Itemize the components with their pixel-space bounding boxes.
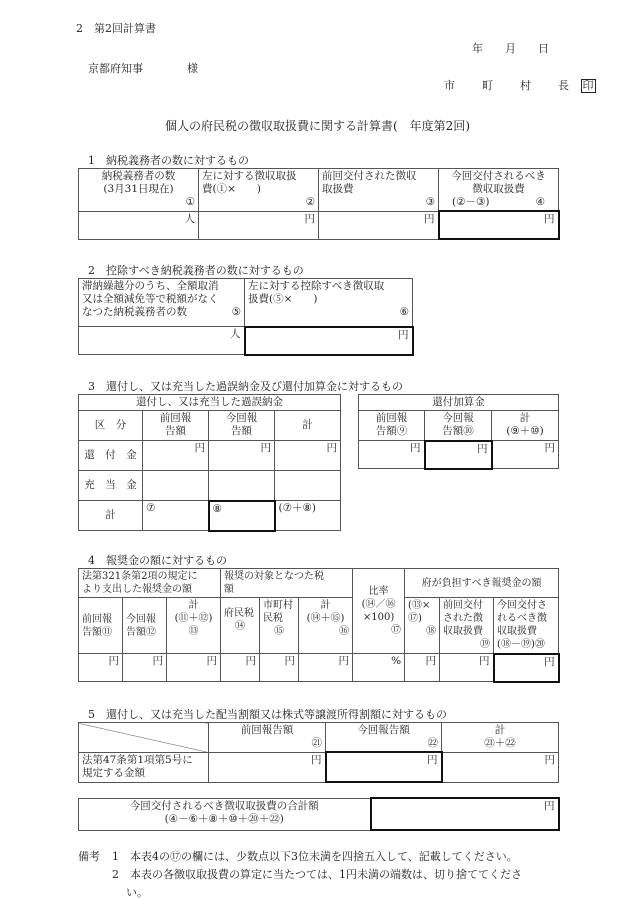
- s2-col2-header: 左に対する控除すべき徴収取 扱費(⑤× ) ⑥: [245, 279, 413, 327]
- s3-r-prev-header: 前回報 告額⑨: [359, 411, 425, 441]
- s4-v12-cell[interactable]: 円: [123, 654, 167, 682]
- summary-table: [78, 797, 560, 831]
- s3-row-total-label: 計: [79, 501, 143, 531]
- section5-heading: 5 還付し、又は充当した配当割額又は株式等譲渡所得割額に対するもの: [88, 708, 447, 721]
- s5-prev-header: 前回報告額 ㉑: [209, 723, 326, 753]
- s3-apply-prev-cell[interactable]: [143, 471, 209, 501]
- s3-refund-curr-cell[interactable]: 円: [209, 441, 275, 471]
- s3-r-curr-header: 今回報 告額⑩: [425, 411, 492, 441]
- s3-total-header: 計: [275, 411, 341, 441]
- section4-heading: 4 報奨金の額に対するもの: [88, 554, 227, 567]
- s3-r-curr-cell[interactable]: 円: [425, 441, 492, 469]
- s3-r-total-header: 計 (⑨＋⑩): [492, 411, 559, 441]
- s4-v11-cell[interactable]: 円: [79, 654, 123, 682]
- section1-table: [78, 168, 560, 240]
- s3-kubun-header: 区 分: [79, 411, 143, 441]
- addressee: 京都府知事 様: [88, 62, 198, 75]
- page-title: 個人の府民税の徴収取扱費に関する計算書( 年度第2回): [165, 119, 471, 133]
- s5-row-label: 法第47条第1項第5号に 規定する金額: [79, 752, 209, 782]
- s1-prev-fee-cell[interactable]: 円: [319, 211, 439, 239]
- s4-group1-header: 法第321条第2項の規定に より支出した報奨金の額: [79, 569, 221, 598]
- seal-mark: 印: [582, 79, 594, 92]
- s2-count-cell[interactable]: 人: [79, 327, 245, 355]
- note-2: 2 本表の各徴収取扱費の算定に当たつては、1円未満の端数は、切り捨ててくださ: [112, 868, 522, 881]
- date-line: 年 月 日: [472, 42, 549, 55]
- s3-refund-total-cell[interactable]: 円: [275, 441, 341, 471]
- s4-ratio-header: 比率 (⑭／⑯ ×100) ⑰: [353, 569, 405, 654]
- section5-table: [78, 722, 559, 783]
- summary-total-cell[interactable]: 円: [371, 798, 559, 830]
- s1-fee-cell[interactable]: 円: [199, 211, 319, 239]
- section3-heading: 3 還付し、又は充当した過誤納金及び還付加算金に対するもの: [88, 380, 403, 393]
- s4-group3-header: 府が負担すべき報奨金の額: [405, 569, 559, 598]
- s4-v18-cell[interactable]: 円: [405, 654, 440, 682]
- s3-row-refund-label: 還 付 金: [79, 441, 143, 471]
- s3-total-prev-cell[interactable]: ⑦: [143, 501, 209, 531]
- s3-total-total-cell[interactable]: (⑦＋⑧): [275, 501, 341, 531]
- note-1: 1 本表4の⑰の欄には、少数点以下3位未満を四捨五入して、記載してください。: [112, 850, 518, 863]
- s1-current-fee-cell[interactable]: 円: [439, 211, 559, 239]
- s3-right-group-header: 還付加算金: [359, 395, 559, 411]
- s4-v19-cell[interactable]: 円: [440, 654, 494, 682]
- s2-col1-header: 滞納繰越分のうち、全額取消 又は全額減免等で税額がなく なつた納税義務者の数 ⑤: [79, 279, 245, 327]
- s4-h13: 計 (⑪＋⑫) ⑬: [167, 598, 221, 654]
- s4-v13-cell[interactable]: 円: [167, 654, 221, 682]
- issuer: 市 町 村 長: [444, 79, 577, 92]
- s3-left-group-header: 還付し、又は充当した過誤納金: [79, 395, 341, 411]
- s4-v15-cell[interactable]: 円: [260, 654, 299, 682]
- s1-col1-header: 納税義務者の数 (3月31日現在) ①: [79, 169, 199, 212]
- section4-table: [78, 568, 560, 683]
- s4-group2-header: 報奨の対象となつた税 額: [221, 569, 353, 598]
- s4-v16-cell[interactable]: 円: [299, 654, 353, 682]
- s1-col2-header: 左に対する徴収取扱 費(①× ) ②: [199, 169, 319, 212]
- section3-left-table: [78, 394, 341, 532]
- section2-table: [78, 278, 414, 356]
- s4-h19: 前回交付 された徴 収取扱費 ⑲: [440, 598, 494, 654]
- s4-h15: 市町村 民税 ⑮: [260, 598, 299, 654]
- s5-curr-header: 今回報告額 ㉒: [326, 723, 442, 753]
- s3-prev-header: 前回報 告額: [143, 411, 209, 441]
- s5-total-cell[interactable]: 円: [442, 752, 559, 782]
- s5-total-header: 計 ㉑＋㉒: [442, 723, 559, 753]
- s4-h11: 前回報 告額⑪: [79, 598, 123, 654]
- notes-label: 備考: [78, 850, 100, 863]
- s3-apply-curr-cell[interactable]: [209, 471, 275, 501]
- s4-v14-cell[interactable]: 円: [221, 654, 260, 682]
- s4-v20-cell[interactable]: 円: [494, 654, 559, 682]
- note-2-continued: い。: [126, 886, 148, 899]
- s4-h16: 計 (⑭＋⑮) ⑯: [299, 598, 353, 654]
- s4-v17-cell[interactable]: %: [353, 654, 405, 682]
- s4-h14: 府民税 ⑭: [221, 598, 260, 654]
- s3-refund-prev-cell[interactable]: 円: [143, 441, 209, 471]
- s3-apply-total-cell[interactable]: [275, 471, 341, 501]
- s2-deduct-fee-cell[interactable]: 円: [245, 327, 413, 355]
- s3-row-apply-label: 充 当 金: [79, 471, 143, 501]
- s3-r-total-cell[interactable]: 円: [492, 441, 559, 469]
- s4-h12: 今回報 告額⑫: [123, 598, 167, 654]
- s5-curr-cell[interactable]: 円: [326, 752, 442, 782]
- form-label: 2 第2回計算書: [76, 22, 156, 35]
- summary-label-cell: 今回交付されるべき徴収取扱費の合計額 (④－⑥＋⑧＋⑩＋⑳＋㉒): [79, 798, 371, 830]
- s3-curr-header: 今回報 告額: [209, 411, 275, 441]
- s1-col4-header: 今回交付されるべき 徴収取扱費 (②－③) ④: [439, 169, 559, 212]
- s5-corner-cell: [79, 723, 209, 753]
- s1-col3-header: 前回交付された徴収 取扱費 ③: [319, 169, 439, 212]
- s3-r-prev-cell[interactable]: 円: [359, 441, 425, 469]
- s3-total-curr-cell[interactable]: ⑧: [209, 501, 275, 531]
- section1-heading: 1 納税義務者の数に対するもの: [88, 154, 249, 167]
- s4-h20: 今回交付さ れるべき徴 収取扱費 (⑱－⑲)⑳: [494, 598, 559, 654]
- s4-h18: (⑬× ⑰) ⑱: [405, 598, 440, 654]
- section3-right-table: [358, 394, 559, 470]
- s5-prev-cell[interactable]: 円: [209, 752, 326, 782]
- section2-heading: 2 控除すべき納税義務者の数に対するもの: [88, 264, 304, 277]
- s1-taxpayers-cell[interactable]: 人: [79, 211, 199, 239]
